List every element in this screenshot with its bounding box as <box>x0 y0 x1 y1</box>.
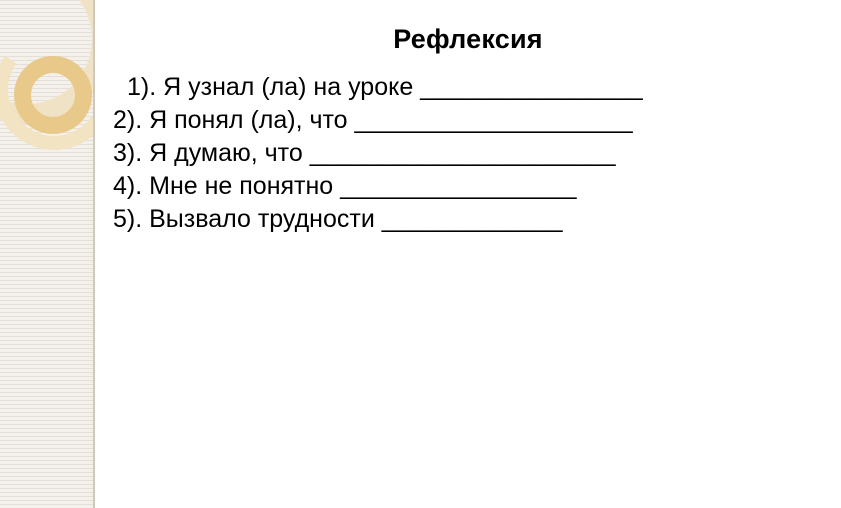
list-item: 1). Я узнал (ла) на уроке ________________ <box>127 73 643 101</box>
list-item: 3). Я думаю, что ______________________ <box>113 139 616 167</box>
list-item: 4). Мне не понятно _________________ <box>113 172 577 200</box>
reflection-list <box>113 72 833 237</box>
decorative-ring-inner-icon <box>14 56 92 134</box>
slide-title: Рефлексия <box>393 24 543 54</box>
left-decorative-band <box>0 0 95 508</box>
slide-content <box>95 0 841 508</box>
list-item: 5). Вызвало трудности _____________ <box>113 205 563 233</box>
list-item: 2). Я понял (ла), что ____________________ <box>113 106 633 134</box>
